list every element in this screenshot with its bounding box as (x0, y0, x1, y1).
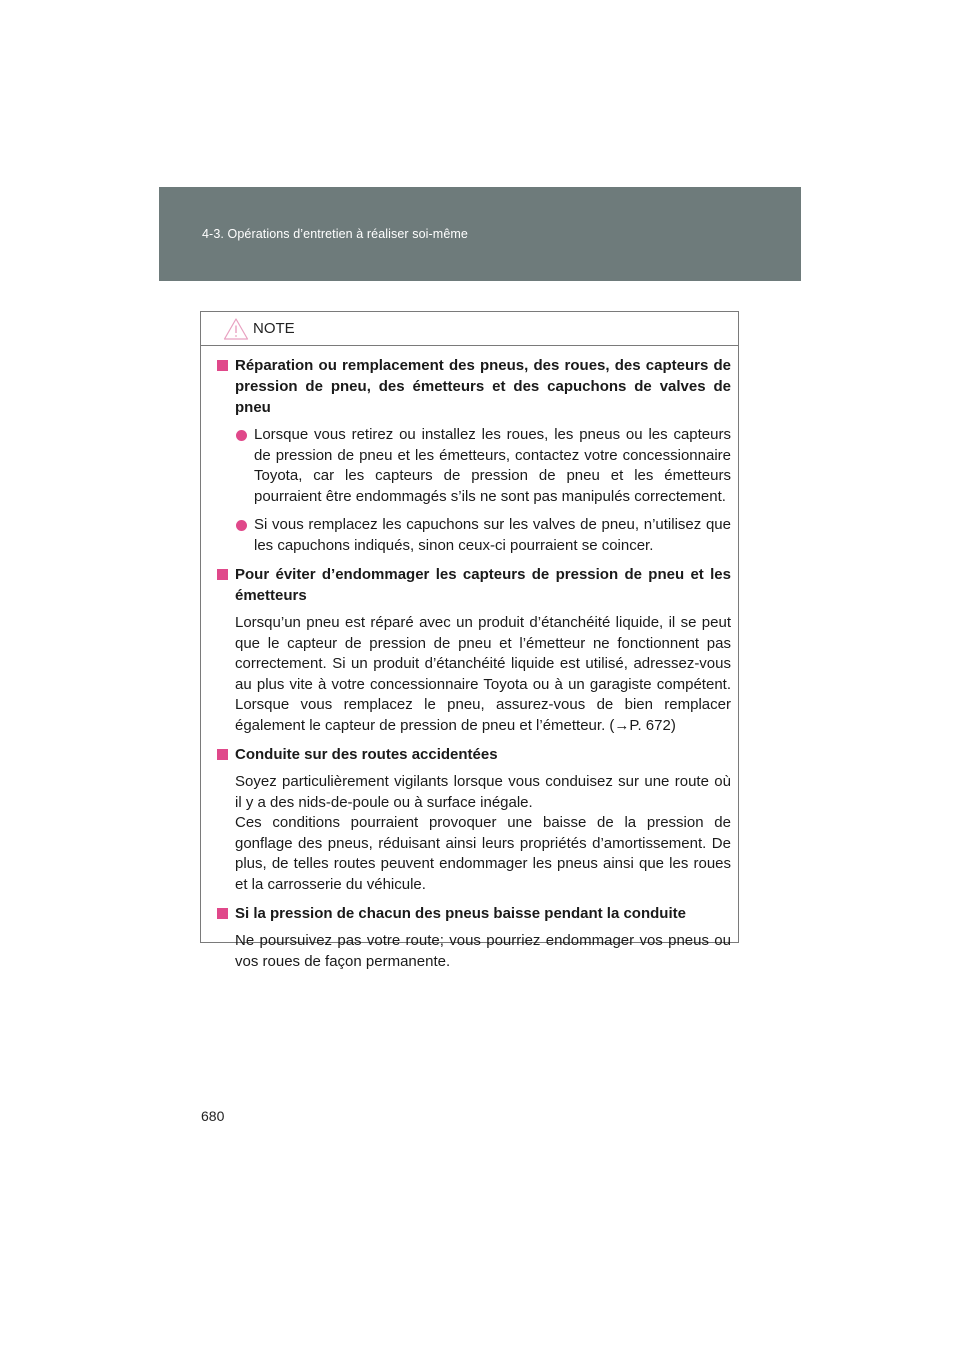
paragraph: Lorsqu’un pneu est réparé avec un produit d’étanchéité liquide, il se peut que le capteur de pression de pneu et l’émetteur ne fonctionnent pas correctement. Si un produit d’étanchéité liquide est utilisé, adressez-vous au plus vite à votre concessionnaire Toyota ou à un garagiste compétent. Lorsque vous remplacez le pneu, assurez-vous de bien remplacer également le capteur de pression de pneu et l’émetteur. (→P. 672) (235, 614, 731, 734)
note-header (201, 312, 738, 346)
note-body (201, 346, 738, 972)
section-title: 4-3. Opérations d’entretien à réaliser soi-même (202, 227, 468, 241)
note-box (200, 311, 739, 970)
list-item-text: Si vous remplacez les capuchons sur les valves de pneu, n’utilisez que les capuchons indiqués, sinon ceux-ci pourraient se coincer. (254, 516, 731, 554)
list-item (217, 425, 731, 507)
section-heading (217, 744, 731, 765)
paragraph: Soyez particulièrement vigilants lorsque vous conduisez sur une route où il y a des nids-de-poule ou à surface inégale. (235, 773, 731, 811)
note-section (217, 744, 731, 895)
note-label: NOTE (253, 320, 295, 337)
round-bullet-icon (236, 520, 247, 531)
list-item (217, 515, 731, 556)
warning-triangle-icon (223, 317, 249, 341)
square-bullet-icon (217, 908, 228, 919)
chapter-header (159, 187, 801, 281)
square-bullet-icon (217, 749, 228, 760)
list-item-text: Lorsque vous retirez ou installez les roues, les pneus ou les capteurs de pression de pneu et les émetteurs, contactez votre concessionnaire Toyota, car les capteurs de pression de pneu et les émetteurs pourraient être endommagés s’ils ne sont pas manipulés correctement. (254, 426, 731, 505)
paragraph: Ne poursuivez pas votre route; vous pourriez endommager vos pneus ou vos roues de façon permanente. (235, 932, 731, 970)
square-bullet-icon (217, 360, 228, 371)
section-heading (217, 564, 731, 606)
section-heading-text: Conduite sur des routes accidentées (235, 746, 498, 763)
section-heading-text: Pour éviter d’endommager les capteurs de pression de pneu et les émetteurs (235, 566, 731, 604)
section-heading (217, 355, 731, 418)
page-number: 680 (201, 1108, 225, 1124)
note-section (217, 355, 731, 556)
square-bullet-icon (217, 569, 228, 580)
note-section (217, 903, 731, 972)
paragraph: Ces conditions pourraient provoquer une baisse de la pression de gonflage des pneus, réduisant ainsi leurs propriétés d’amortissement. De plus, de telles routes peuvent endommager les pneus ainsi que les roues et la carrosserie du véhicule. (235, 814, 731, 893)
section-heading-text: Si la pression de chacun des pneus baisse pendant la conduite (235, 905, 686, 922)
section-heading (217, 903, 731, 924)
round-bullet-icon (236, 430, 247, 441)
note-section (217, 564, 731, 736)
section-heading-text: Réparation ou remplacement des pneus, des roues, des capteurs de pression de pneu, des émetteurs et des capuchons de valves de pneu (235, 357, 731, 416)
